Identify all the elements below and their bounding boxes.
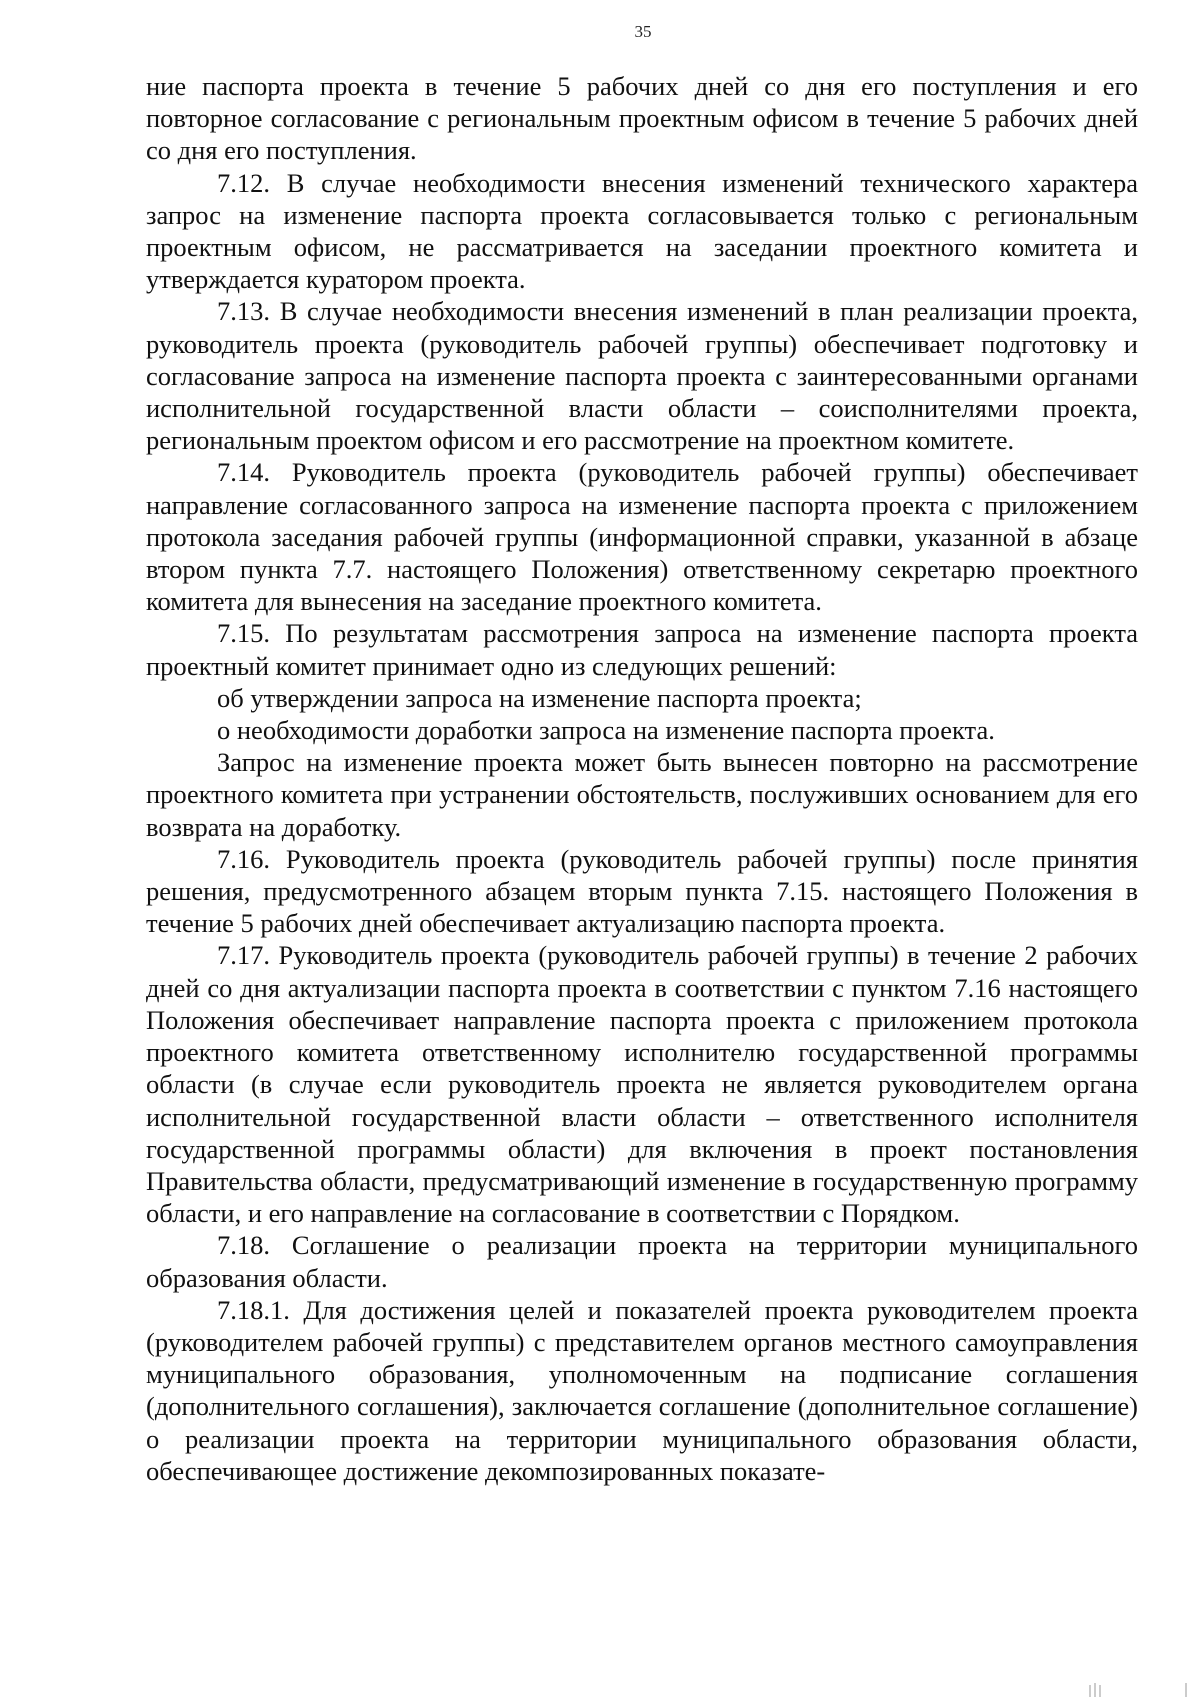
paragraph-7-18: 7.18. Соглашение о реализации проекта на территории муниципального образования области. bbox=[146, 1230, 1138, 1293]
paragraph-7-18-1: 7.18.1. Для достижения целей и показателей проекта руководителем проекта (руководителем рабочей группы) с представителем органов местного самоуправления муниципального образования, уполномоченным на подписание соглашения (дополнительного соглашения), заключается соглашение (дополнительное соглашение) о реализации проекта на территории муниципального образования области, обеспечивающее достижение декомпозированных показате- bbox=[146, 1294, 1138, 1486]
paragraph-7-15: 7.15. По результатам рассмотрения запроса на изменение паспорта проекта проектный комитет принимает одно из следующих решений: bbox=[146, 618, 1138, 681]
document-body bbox=[146, 70, 1138, 1487]
page-number: 35 bbox=[634, 22, 652, 41]
paragraph-7-12: 7.12. В случае необходимости внесения изменений технического характера запрос на изменение паспорта проекта согласовывается только с региональным проектным офисом, не рассматривается на заседании проектного комитета и утверждается куратором проекта. bbox=[146, 167, 1138, 295]
paragraph-option-revise: о необходимости доработки запроса на изменение паспорта проекта. bbox=[217, 715, 995, 746]
paragraph-7-16: 7.16. Руководитель проекта (руководитель рабочей группы) после принятия решения, предусмотренного абзацем вторым пункта 7.15. настоящего Положения в течение 5 рабочих дней обеспечивает актуализацию паспорта проекта. bbox=[146, 843, 1138, 939]
paragraph-7-13: 7.13. В случае необходимости внесения изменений в план реализации проекта, руководитель проекта (руководитель рабочей группы) обеспечивает подготовку и согласование запроса на изменение паспорта проекта с заинтересованными органами исполнительной государственной власти области – соисполнителями проекта, региональным проектом офисом и его рассмотрение на проектном комитете. bbox=[146, 296, 1138, 456]
paragraph-resubmission: Запрос на изменение проекта может быть вынесен повторно на рассмотрение проектного комитета при устранении обстоятельств, послуживших основанием для его возврата на доработку. bbox=[146, 747, 1138, 842]
paragraph-continuation: ние паспорта проекта в течение 5 рабочих дней со дня его поступления и его повторное согласование с региональным проектным офисом в течение 5 рабочих дней со дня его поступления. bbox=[146, 71, 1138, 166]
paragraph-7-14: 7.14. Руководитель проекта (руководитель рабочей группы) обеспечивает направление согласованного запроса на изменение паспорта проекта с приложением протокола заседания рабочей группы (информационной справки, указанной в абзаце втором пункта 7.7. настоящего Положения) ответственному секретарю проектного комитета для вынесения на заседание проектного комитета. bbox=[146, 457, 1138, 617]
scan-artifact-marks bbox=[1000, 1677, 1200, 1697]
paragraph-option-approve: об утверждении запроса на изменение паспорта проекта; bbox=[217, 682, 862, 713]
paragraph-7-17: 7.17. Руководитель проекта (руководитель рабочей группы) в течение 2 рабочих дней со дня актуализации паспорта проекта в соответствии с пунктом 7.16 настоящего Положения обеспечивает направление паспорта проекта с приложением протокола проектного комитета ответственному исполнителю государственной программы области (в случае если руководитель проекта не является руководителем органа исполнительной государственной власти области – ответственного исполнителя государственной программы области) для включения в проект постановления Правительства области, предусматривающий изменение в государственную программу области, и его направление на согласование в соответствии с Порядком. bbox=[146, 940, 1138, 1229]
